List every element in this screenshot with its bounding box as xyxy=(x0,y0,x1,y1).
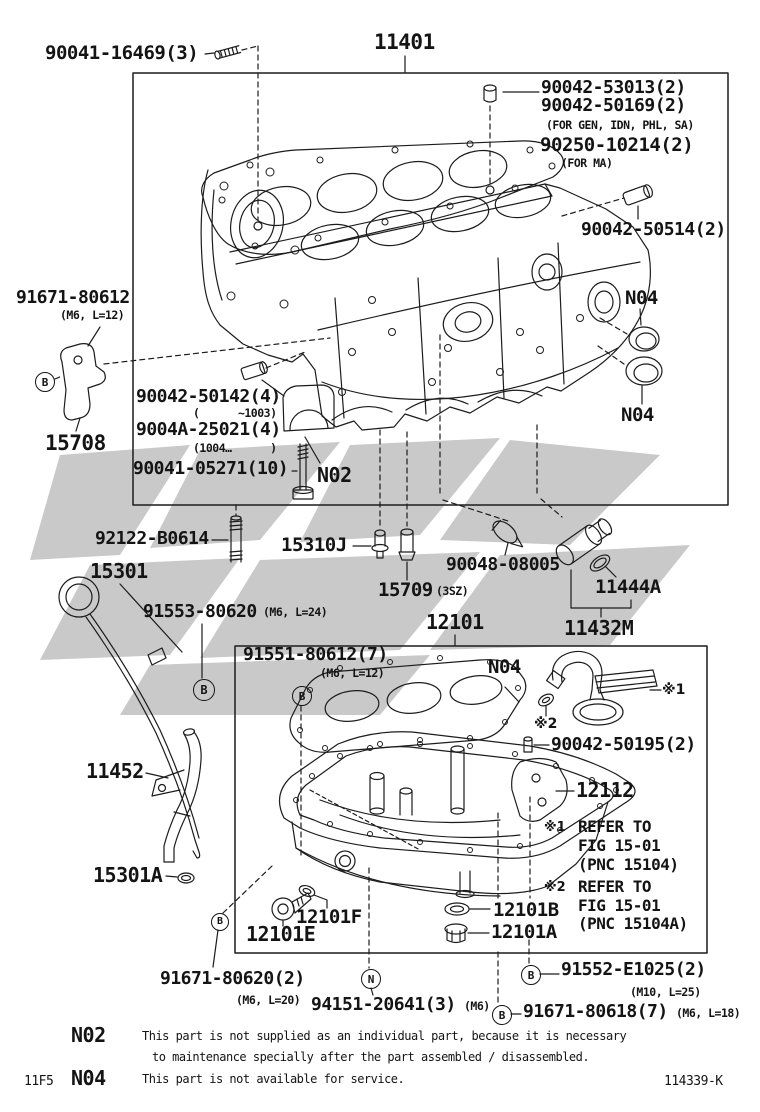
bracket-15708 xyxy=(61,344,106,431)
ref2-line3: (PNC 15104A) xyxy=(578,914,688,933)
part-91553-80620: 91553-80620 xyxy=(143,601,257,622)
circle-b-1: B xyxy=(35,372,55,392)
footer-doc-number: 114339-K xyxy=(664,1074,723,1089)
part-12101a: 12101A xyxy=(491,921,557,943)
circle-b-2: B xyxy=(193,679,215,701)
part-91551-80612: 91551-80612(7) xyxy=(243,644,388,665)
qual-m10-l25: (M10, L=25) xyxy=(630,985,701,999)
legend-n04-text: This part is not available for service. xyxy=(142,1072,405,1086)
qual-m6-l18: (M6, L=18) xyxy=(676,1006,741,1020)
part-11401: 11401 xyxy=(374,30,435,54)
sym-star2: ※2 xyxy=(534,716,558,732)
part-11452: 11452 xyxy=(86,759,144,783)
part-12101: 12101 xyxy=(426,610,484,634)
part-90048-08005: 90048-08005 xyxy=(446,554,560,575)
head-gasket-drawing xyxy=(202,141,564,254)
circle-n-1: N xyxy=(361,969,381,989)
qual-3sz: (3SZ) xyxy=(436,584,469,598)
ref2-line1: REFER TO xyxy=(578,877,652,896)
qual-upto-1003: ( ~1003) xyxy=(193,406,277,420)
circle-b-6: B xyxy=(492,1005,512,1025)
part-11444a: 11444A xyxy=(595,576,661,598)
circle-b-4: B xyxy=(211,913,229,931)
part-12101b: 12101B xyxy=(493,899,559,921)
footer-page-code: 11F5 xyxy=(24,1074,54,1089)
ref1-line1: REFER TO xyxy=(578,817,652,836)
part-9004a-25021: 9004A-25021(4) xyxy=(136,419,281,440)
part-90250-10214: 90250-10214(2) xyxy=(540,134,694,156)
part-15301a: 15301A xyxy=(93,863,163,887)
legend-n04-key: N04 xyxy=(71,1066,106,1090)
ref2-line2: FIG 15-01 xyxy=(578,896,661,915)
part-90042-53013: 90042-53013(2) xyxy=(541,77,686,98)
circle-b-3: B xyxy=(292,686,312,706)
pin-icon xyxy=(241,361,269,380)
ref1-star: ※1 xyxy=(544,820,566,835)
legend-n02-key: N02 xyxy=(71,1023,106,1047)
note-n04-pan: N04 xyxy=(488,656,521,678)
sym-star1: ※1 xyxy=(662,682,686,698)
part-15708: 15708 xyxy=(45,431,106,455)
legend-n02-text1: This part is not supplied as an individual part, because it is necessary xyxy=(142,1029,627,1043)
part-90042-50142: 90042-50142(4) xyxy=(136,386,281,407)
note-n02-diagram: N02 xyxy=(317,463,352,487)
part-92122-b0614: 92122-B0614 xyxy=(95,528,209,549)
screw-icon xyxy=(214,45,241,59)
part-90041-16469: 90041-16469(3) xyxy=(45,42,199,64)
part-15301: 15301 xyxy=(90,559,148,583)
part-91671-80620: 91671-80620(2) xyxy=(160,968,305,989)
part-91671-80612: 91671-80612 xyxy=(16,287,130,308)
part-90042-50514: 90042-50514(2) xyxy=(581,219,726,240)
qual-for-gen-idn-phl-sa: (FOR GEN, IDN, PHL, SA) xyxy=(546,118,694,132)
part-15310j: 15310J xyxy=(281,534,347,556)
part-91671-80618: 91671-80618(7) xyxy=(523,1001,668,1022)
qual-for-ma: (FOR MA) xyxy=(561,156,613,170)
qual-from-1004: (1004… ) xyxy=(193,441,277,455)
part-12112: 12112 xyxy=(576,778,634,802)
part-12101e: 12101E xyxy=(246,922,316,946)
part-90042-50195: 90042-50195(2) xyxy=(551,734,696,755)
part-94151-20641: 94151-20641(3) xyxy=(311,994,456,1015)
qual-m6-b: (M6) xyxy=(464,999,490,1013)
note-n04-upper: N04 xyxy=(625,287,658,309)
dipstick-guide-drawing xyxy=(152,728,201,883)
qual-m6-l24: (M6, L=24) xyxy=(263,605,328,619)
part-91552-e1025: 91552-E1025(2) xyxy=(561,959,706,980)
bolt-icon xyxy=(622,184,654,206)
ref1-line3: (PNC 15104) xyxy=(578,855,679,874)
circle-b-5: B xyxy=(521,965,541,985)
part-12101f: 12101F xyxy=(296,906,362,928)
note-n04-lower: N04 xyxy=(621,404,654,426)
ref2-star: ※2 xyxy=(544,880,566,895)
seal-ring-icon xyxy=(626,327,662,385)
legend-n02-text2: to maintenance specially after the part assembled / disassembled. xyxy=(152,1050,590,1064)
qual-m6-l20: (M6, L=20) xyxy=(236,993,301,1007)
part-90042-50169: 90042-50169(2) xyxy=(541,95,686,116)
part-11432m: 11432M xyxy=(564,616,634,640)
qual-m6-l12-b: (M6, L=12) xyxy=(320,666,385,680)
qual-m6-l12-a: (M6, L=12) xyxy=(60,308,125,322)
part-15709: 15709 xyxy=(378,579,433,601)
part-90041-05271: 90041-05271(10) xyxy=(133,458,289,479)
bolt-icon xyxy=(484,85,496,102)
ref1-line2: FIG 15-01 xyxy=(578,836,661,855)
